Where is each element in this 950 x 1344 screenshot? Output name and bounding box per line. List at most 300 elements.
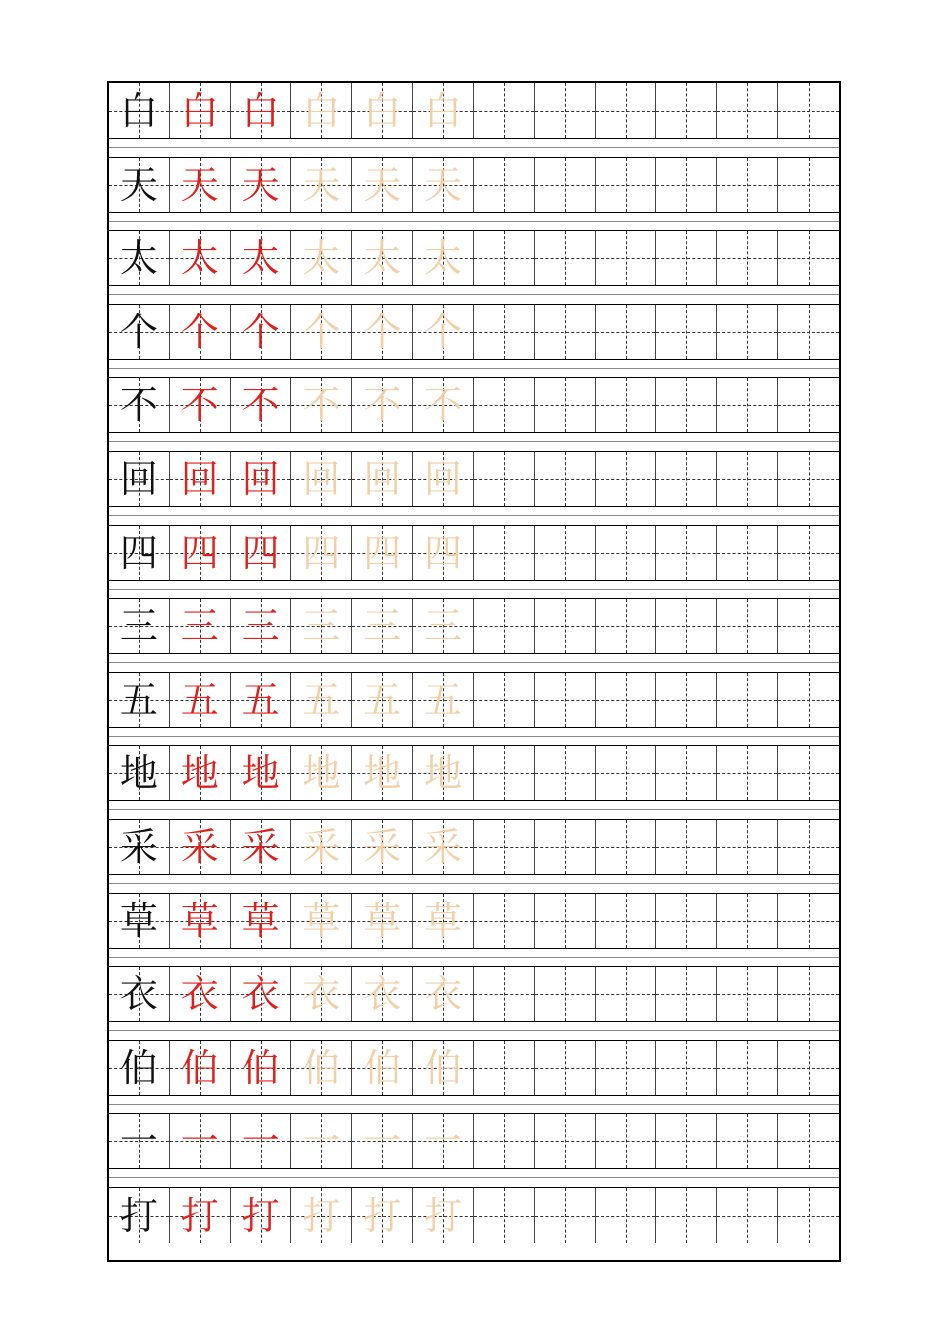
trace-character: 草 [424,898,463,943]
red-character-cell [231,526,292,580]
empty-practice-cell [656,967,717,1021]
red-character: 三 [241,604,280,649]
trace-character-cell [291,1041,352,1095]
empty-practice-cell [596,526,657,580]
red-character: 个 [241,309,280,354]
trace-character-cell [413,305,474,359]
practice-row [109,966,839,1022]
red-character: 四 [241,530,280,575]
trace-character-cell [413,599,474,653]
red-character-cell [170,746,231,800]
red-character-cell [231,158,292,212]
empty-practice-cell [596,83,657,138]
empty-practice-cell [474,894,535,948]
empty-practice-cell [717,231,778,285]
red-character-cell [231,1188,292,1243]
trace-character-cell [352,1188,413,1243]
empty-practice-cell [474,83,535,138]
red-character: 白 [180,88,219,133]
empty-practice-cell [474,452,535,506]
model-character: 衣 [119,972,158,1017]
trace-character: 不 [424,383,463,428]
model-character: 白 [119,88,158,133]
trace-character-cell [352,599,413,653]
model-character: 打 [119,1193,158,1238]
empty-practice-cell [535,158,596,212]
trace-character: 回 [363,457,402,501]
model-character: 回 [119,457,158,501]
row-spacer [109,360,839,377]
row-spacer [109,1169,839,1186]
empty-practice-cell [717,673,778,727]
red-character-cell [170,820,231,874]
empty-practice-cell [596,1041,657,1095]
trace-character: 一 [302,1119,341,1164]
empty-practice-cell [778,673,839,727]
empty-practice-cell [596,894,657,948]
trace-character: 伯 [302,1045,341,1090]
trace-character-cell [352,83,413,138]
row-spacer [109,1022,839,1039]
trace-character: 衣 [363,972,402,1017]
empty-practice-cell [778,83,839,138]
empty-practice-cell [656,452,717,506]
empty-practice-cell [535,1041,596,1095]
red-character-cell [170,305,231,359]
trace-character: 天 [424,162,463,207]
trace-character-cell [291,820,352,874]
empty-practice-cell [535,599,596,653]
trace-character-cell [413,452,474,506]
trace-character: 不 [363,383,402,428]
red-character: 伯 [180,1045,219,1090]
red-character: 五 [241,677,280,722]
red-character: 采 [180,825,219,869]
model-character: 一 [119,1119,158,1164]
model-character-cell [109,894,170,948]
red-character: 打 [241,1193,280,1238]
empty-practice-cell [535,83,596,138]
model-character-cell [109,452,170,506]
trace-character: 个 [424,309,463,354]
empty-practice-cell [596,1114,657,1168]
red-character-cell [231,378,292,432]
red-character: 不 [180,383,219,428]
row-spacer [109,433,839,450]
empty-practice-cell [474,599,535,653]
red-character-cell [170,673,231,727]
red-character-cell [170,378,231,432]
model-character: 三 [119,604,158,649]
model-character-cell [109,378,170,432]
practice-row [109,1113,839,1169]
practice-row [109,893,839,949]
red-character-cell [170,526,231,580]
model-character-cell [109,820,170,874]
empty-practice-cell [535,305,596,359]
red-character-cell [231,83,292,138]
red-character: 草 [180,898,219,943]
empty-practice-cell [474,158,535,212]
trace-character: 五 [363,677,402,722]
empty-practice-cell [656,526,717,580]
red-character: 天 [180,162,219,207]
empty-practice-cell [778,452,839,506]
trace-character: 采 [363,825,402,869]
empty-practice-cell [596,1188,657,1243]
practice-sheet [107,81,841,1262]
trace-character-cell [352,746,413,800]
trace-character: 三 [424,604,463,649]
empty-practice-cell [596,158,657,212]
trace-character: 天 [302,162,341,207]
empty-practice-cell [474,305,535,359]
trace-character-cell [413,894,474,948]
empty-practice-cell [717,894,778,948]
trace-character-cell [352,1114,413,1168]
empty-practice-cell [474,1188,535,1243]
empty-practice-cell [474,378,535,432]
empty-practice-cell [717,1041,778,1095]
red-character: 三 [180,604,219,649]
practice-row [109,745,839,801]
empty-practice-cell [596,378,657,432]
row-spacer [109,507,839,524]
model-character-cell [109,158,170,212]
empty-practice-cell [535,746,596,800]
red-character: 天 [241,162,280,207]
empty-practice-cell [778,378,839,432]
trace-character: 采 [302,825,341,869]
model-character: 四 [119,530,158,575]
trace-character-cell [413,1041,474,1095]
red-character-cell [231,967,292,1021]
trace-character-cell [352,894,413,948]
trace-character: 地 [424,751,463,796]
red-character-cell [170,231,231,285]
empty-practice-cell [656,746,717,800]
trace-character: 回 [302,457,341,501]
empty-practice-cell [778,1188,839,1243]
trace-character-cell [413,83,474,138]
trace-character: 地 [302,751,341,796]
row-spacer [109,1096,839,1113]
trace-character-cell [413,746,474,800]
trace-character-cell [352,378,413,432]
trace-character: 回 [424,457,463,501]
red-character: 回 [241,457,280,501]
red-character-cell [170,1041,231,1095]
trace-character: 草 [363,898,402,943]
empty-practice-cell [717,746,778,800]
empty-practice-cell [717,526,778,580]
model-character-cell [109,599,170,653]
red-character-cell [170,967,231,1021]
red-character-cell [170,158,231,212]
practice-row [109,1187,839,1243]
red-character-cell [170,1114,231,1168]
trace-character: 白 [424,88,463,133]
model-character: 地 [119,751,158,796]
empty-practice-cell [717,1188,778,1243]
trace-character-cell [291,599,352,653]
red-character: 一 [241,1119,280,1164]
red-character-cell [231,1114,292,1168]
red-character: 草 [241,898,280,943]
empty-practice-cell [656,894,717,948]
trace-character: 地 [363,751,402,796]
practice-row [109,1040,839,1096]
trace-character: 白 [302,88,341,133]
trace-character: 衣 [424,972,463,1017]
practice-row [109,819,839,875]
red-character: 回 [180,457,219,501]
empty-practice-cell [535,1114,596,1168]
empty-practice-cell [778,1041,839,1095]
red-character-cell [231,894,292,948]
model-character: 伯 [119,1045,158,1090]
empty-practice-cell [474,1114,535,1168]
empty-practice-cell [778,967,839,1021]
trace-character-cell [291,83,352,138]
red-character-cell [170,83,231,138]
red-character: 采 [241,825,280,869]
empty-practice-cell [778,231,839,285]
trace-character-cell [352,967,413,1021]
red-character-cell [170,599,231,653]
empty-practice-cell [656,673,717,727]
trace-character: 四 [424,530,463,575]
empty-practice-cell [656,1041,717,1095]
practice-row [109,525,839,581]
trace-character-cell [413,231,474,285]
trace-character: 个 [302,309,341,354]
red-character: 太 [180,236,219,281]
trace-character: 打 [302,1193,341,1238]
model-character: 草 [119,898,158,943]
empty-practice-cell [717,158,778,212]
trace-character-cell [413,820,474,874]
trace-character-cell [291,673,352,727]
trace-character-cell [291,1188,352,1243]
trace-character: 打 [363,1193,402,1238]
row-spacer [109,286,839,303]
trace-character: 一 [363,1119,402,1164]
row-spacer [109,139,839,156]
trace-character-cell [291,894,352,948]
red-character: 白 [241,88,280,133]
empty-practice-cell [717,967,778,1021]
red-character: 伯 [241,1045,280,1090]
empty-practice-cell [717,452,778,506]
trace-character-cell [352,305,413,359]
empty-practice-cell [474,673,535,727]
trace-character: 伯 [424,1045,463,1090]
trace-character-cell [352,673,413,727]
empty-practice-cell [474,967,535,1021]
empty-practice-cell [596,967,657,1021]
trace-character: 一 [424,1119,463,1164]
empty-practice-cell [535,1188,596,1243]
red-character-cell [231,820,292,874]
empty-practice-cell [656,231,717,285]
red-character-cell [231,1041,292,1095]
empty-practice-cell [596,599,657,653]
trace-character: 衣 [302,972,341,1017]
red-character: 地 [241,751,280,796]
model-character: 个 [119,309,158,354]
trace-character-cell [291,526,352,580]
empty-practice-cell [778,1114,839,1168]
row-spacer [109,801,839,818]
empty-practice-cell [474,526,535,580]
red-character: 一 [180,1119,219,1164]
empty-practice-cell [778,526,839,580]
empty-practice-cell [535,820,596,874]
empty-practice-cell [656,83,717,138]
empty-practice-cell [535,967,596,1021]
empty-practice-cell [535,526,596,580]
red-character-cell [231,673,292,727]
empty-practice-cell [717,820,778,874]
trace-character-cell [352,1041,413,1095]
trace-character-cell [413,967,474,1021]
trace-character-cell [413,1188,474,1243]
red-character: 五 [180,677,219,722]
trace-character-cell [291,231,352,285]
red-character: 衣 [180,972,219,1017]
empty-practice-cell [778,158,839,212]
red-character: 打 [180,1193,219,1238]
practice-row [109,598,839,654]
empty-practice-cell [596,231,657,285]
empty-practice-cell [535,231,596,285]
model-character-cell [109,231,170,285]
empty-practice-cell [596,820,657,874]
trace-character-cell [413,673,474,727]
trace-character: 五 [424,677,463,722]
trace-character-cell [291,452,352,506]
model-character-cell [109,1114,170,1168]
red-character: 个 [180,309,219,354]
empty-practice-cell [535,894,596,948]
empty-practice-cell [535,673,596,727]
practice-row [109,304,839,360]
empty-practice-cell [717,83,778,138]
trace-character-cell [352,526,413,580]
red-character: 不 [241,383,280,428]
trace-character-cell [291,305,352,359]
trace-character: 打 [424,1193,463,1238]
empty-practice-cell [474,231,535,285]
red-character: 地 [180,751,219,796]
trace-character: 伯 [363,1045,402,1090]
trace-character: 太 [302,236,341,281]
practice-row [109,451,839,507]
trace-character: 三 [363,604,402,649]
trace-character: 天 [363,162,402,207]
model-character-cell [109,1041,170,1095]
empty-practice-cell [778,820,839,874]
red-character: 四 [180,530,219,575]
model-character-cell [109,526,170,580]
empty-practice-cell [656,599,717,653]
red-character-cell [231,746,292,800]
red-character-cell [231,599,292,653]
model-character: 不 [119,383,158,428]
model-character: 采 [119,825,158,869]
trace-character: 太 [363,236,402,281]
model-character: 五 [119,677,158,722]
row-spacer [109,654,839,671]
red-character-cell [231,231,292,285]
empty-practice-cell [474,1041,535,1095]
row-spacer [109,949,839,966]
empty-practice-cell [656,1114,717,1168]
trace-character-cell [352,452,413,506]
empty-practice-cell [717,599,778,653]
red-character: 太 [241,236,280,281]
empty-practice-cell [656,1188,717,1243]
trace-character-cell [291,158,352,212]
empty-practice-cell [717,378,778,432]
empty-practice-cell [474,746,535,800]
trace-character: 不 [302,383,341,428]
practice-row [109,672,839,728]
trace-character-cell [291,1114,352,1168]
row-spacer [109,728,839,745]
trace-character-cell [291,967,352,1021]
red-character-cell [170,452,231,506]
trace-character-cell [352,820,413,874]
practice-row [109,83,839,139]
empty-practice-cell [474,820,535,874]
empty-practice-cell [596,673,657,727]
practice-row [109,157,839,213]
empty-practice-cell [656,305,717,359]
row-spacer [109,581,839,598]
trace-character: 五 [302,677,341,722]
empty-practice-cell [596,305,657,359]
trace-character: 三 [302,604,341,649]
trace-character: 草 [302,898,341,943]
trace-character: 采 [424,825,463,869]
trace-character-cell [413,526,474,580]
empty-practice-cell [596,452,657,506]
red-character-cell [170,894,231,948]
empty-practice-cell [778,746,839,800]
model-character-cell [109,1188,170,1243]
empty-practice-cell [656,378,717,432]
model-character-cell [109,746,170,800]
practice-row [109,377,839,433]
empty-practice-cell [778,599,839,653]
model-character: 天 [119,162,158,207]
red-character-cell [170,1188,231,1243]
empty-practice-cell [778,894,839,948]
empty-practice-cell [778,305,839,359]
empty-practice-cell [717,305,778,359]
trace-character: 四 [302,530,341,575]
trace-character-cell [413,1114,474,1168]
practice-row [109,230,839,286]
empty-practice-cell [717,1114,778,1168]
empty-practice-cell [656,158,717,212]
row-spacer [109,875,839,892]
trace-character-cell [352,158,413,212]
trace-character: 白 [363,88,402,133]
empty-practice-cell [535,378,596,432]
